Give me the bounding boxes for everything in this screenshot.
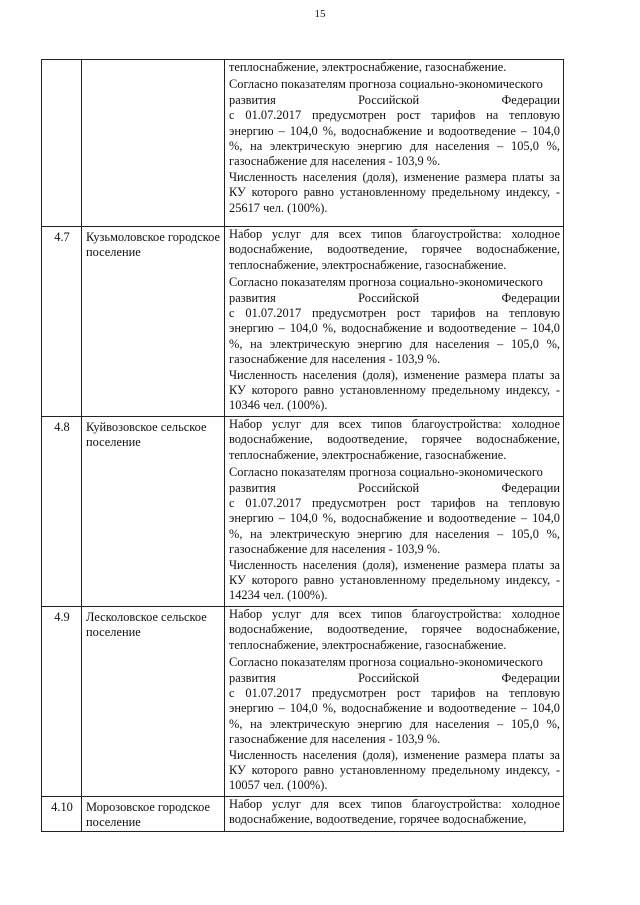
forecast-word: Российской <box>358 670 420 685</box>
forecast-line1: Согласно показателям прогноза социально-экономического <box>229 655 543 670</box>
forecast-word: развития <box>229 290 276 305</box>
row-number <box>42 60 82 227</box>
forecast-word: Российской <box>358 290 420 305</box>
forecast-word: Федерации <box>501 670 560 685</box>
services-text: Набор услуг для всех типов благоустройства: холодное водоснабжение, водоотведение, горячее водоснабжение, теплоснабжение, электроснабжение, газоснабжение. <box>229 227 560 272</box>
forecast-word: Федерации <box>501 92 560 107</box>
settlement-name <box>82 60 225 227</box>
forecast-text: с 01.07.2017 предусмотрен рост тарифов на тепловую энергию – 104,0 %, водоснабжение и водоотведение – 104,0 %, на электрическую энергию для населения – 105,0 %, газоснабжение для населения - 103,9 %. <box>229 496 560 557</box>
services-text: Набор услуг для всех типов благоустройства: холодное водоснабжение, водоотведение, горячее водоснабжение, теплоснабжение, электроснабжение, газоснабжение. <box>229 417 560 462</box>
forecast-line1: Согласно показателям прогноза социально-экономического <box>229 77 543 92</box>
forecast-word: Российской <box>358 480 420 495</box>
row-description <box>225 60 564 227</box>
forecast-text: с 01.07.2017 предусмотрен рост тарифов на тепловую энергию – 104,0 %, водоснабжение и водоотведение – 104,0 %, на электрическую энергию для населения – 105,0 %, газоснабжение для населения - 103,9 %. <box>229 686 560 747</box>
forecast-text: с 01.07.2017 предусмотрен рост тарифов на тепловую энергию – 104,0 %, водоснабжение и водоотведение – 104,0 %, на электрическую энергию для населения – 105,0 %, газоснабжение для населения - 103,9 %. <box>229 306 560 367</box>
population-text: Численность населения (доля), изменение размера платы за КУ которого равно установленному предельному индексу, - 10057 чел. (100%). <box>229 747 560 793</box>
services-text: теплоснабжение, электроснабжение, газоснабжение. <box>229 60 507 74</box>
population-text: Численность населения (доля), изменение размера платы за КУ которого равно установленному предельному индексу, - 25617 чел. (100%). <box>229 169 560 215</box>
forecast-word: Федерации <box>501 290 560 305</box>
forecast-line1: Согласно показателям прогноза социально-экономического <box>229 275 543 290</box>
table-row <box>42 797 564 832</box>
settlement-name: Куйвозовское сельское поселение <box>82 417 225 607</box>
forecast-word: развития <box>229 670 276 685</box>
forecast-block <box>229 655 560 747</box>
row-description <box>225 227 564 417</box>
table-row <box>42 417 564 607</box>
forecast-word: развития <box>229 92 276 107</box>
settlement-name: Лесколовское сельское поселение <box>82 607 225 797</box>
settlement-name: Кузьмоловское городское поселение <box>82 227 225 417</box>
row-description <box>225 417 564 607</box>
services-text: Набор услуг для всех типов благоустройства: холодное водоснабжение, водоотведение, горячее водоснабжение, теплоснабжение, электроснабжение, газоснабжение. <box>229 607 560 652</box>
tariff-table <box>41 59 564 832</box>
row-description <box>225 607 564 797</box>
row-description <box>225 797 564 832</box>
services-text: Набор услуг для всех типов благоустройства: холодное водоснабжение, водоотведение, горячее водоснабжение, <box>229 797 560 827</box>
forecast-word: развития <box>229 480 276 495</box>
settlement-name: Морозовское городское поселение <box>82 797 225 832</box>
forecast-word: Российской <box>358 92 420 107</box>
population-text: Численность населения (доля), изменение размера платы за КУ которого равно установленному предельному индексу, - 14234 чел. (100%). <box>229 557 560 603</box>
row-number: 4.10 <box>42 797 82 832</box>
population-text: Численность населения (доля), изменение размера платы за КУ которого равно установленному предельному индексу, - 10346 чел. (100%). <box>229 367 560 413</box>
table-row <box>42 607 564 797</box>
row-number: 4.7 <box>42 227 82 417</box>
page-number: 15 <box>314 8 326 20</box>
forecast-line1: Согласно показателям прогноза социально-экономического <box>229 465 543 480</box>
forecast-block <box>229 275 560 367</box>
row-number: 4.9 <box>42 607 82 797</box>
forecast-block <box>229 77 560 169</box>
row-number: 4.8 <box>42 417 82 607</box>
forecast-text: с 01.07.2017 предусмотрен рост тарифов на тепловую энергию – 104,0 %, водоснабжение и водоотведение – 104,0 %, на электрическую энергию для населения – 105,0 %, газоснабжение для населения - 103,9 %. <box>229 108 560 169</box>
forecast-word: Федерации <box>501 480 560 495</box>
table-row <box>42 60 564 227</box>
forecast-block <box>229 465 560 557</box>
table-row <box>42 227 564 417</box>
